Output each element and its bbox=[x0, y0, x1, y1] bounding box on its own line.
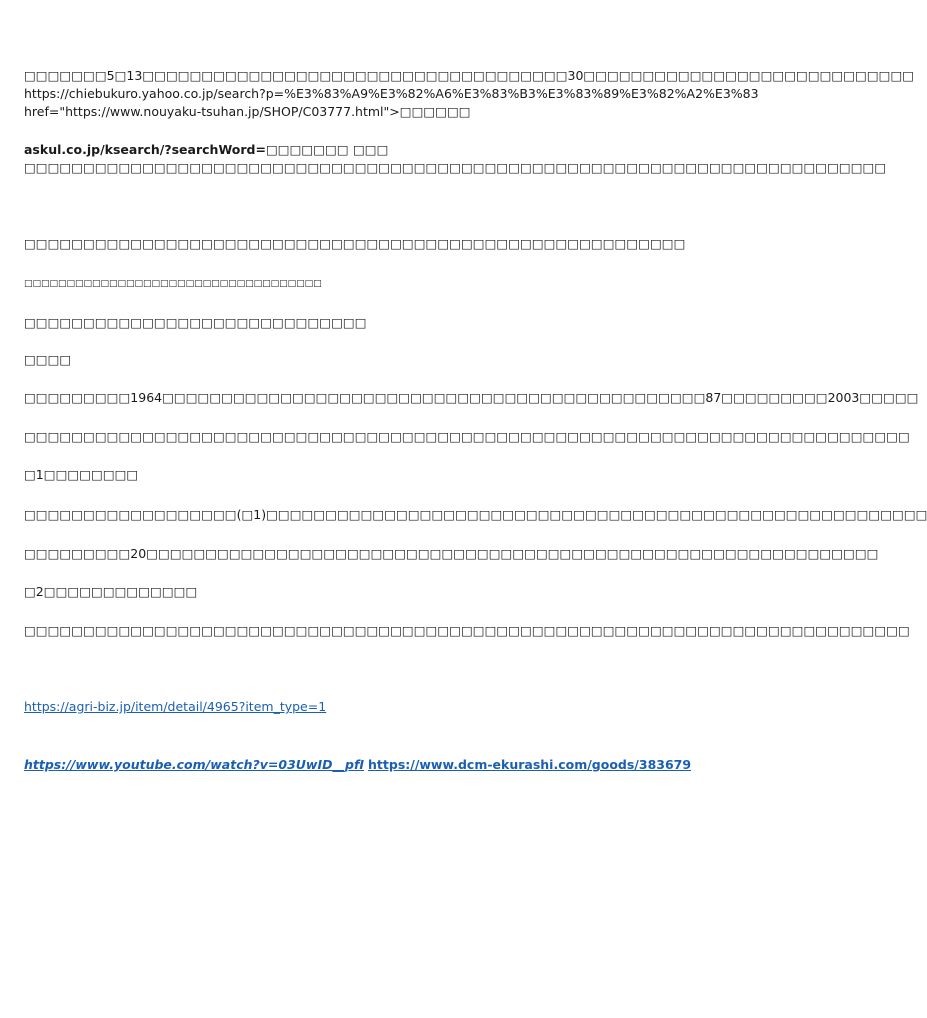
paragraph-intro: □□□□□□□5□13□□□□□□□□□□□□□□□□□□□□□□□□□□□□□□□□□□□□30□□□□□□□□□□□□□□□□□□□□□□□□□□□□ bbox=[24, 68, 915, 83]
section-heading: □□□□ bbox=[24, 352, 72, 367]
paragraph-history: □□□□□□□□□1964□□□□□□□□□□□□□□□□□□□□□□□□□□□□□□□□□□□□□□□□□□□□□□87□□□□□□□□□2003□□□□□ bbox=[24, 390, 919, 405]
subheading-2: □2□□□□□□□□□□□□□ bbox=[24, 584, 198, 599]
paragraph-8: □□□□□□□□□□□□□□□□□□□□□□□□□□□□□□□□□□□□□□□□□□□□□□□□□□□□□□□□□□□□□□□□□□□□□□□□□□□ bbox=[24, 623, 910, 638]
chiebukuro-url-text: https://chiebukuro.yahoo.co.jp/search?p=%E3%83%A9%E3%82%A6%E3%83%B3%E3%83%89%E3%82%A2%E3%83 bbox=[24, 86, 759, 101]
paragraph-4: □□□□□□□□□□□□□□□□□□□□□□□□□□□□□ bbox=[24, 315, 367, 330]
agri-biz-link[interactable]: https://agri-biz.jp/item/detail/4965?item_type=1 bbox=[24, 699, 327, 714]
href-text: href="https://www.nouyaku-tsuhan.jp/SHOP/C03777.html">□□□□□□ bbox=[24, 104, 471, 119]
paragraph-5: □□□□□□□□□□□□□□□□□□□□□□□□□□□□□□□□□□□□□□□□□□□□□□□□□□□□□□□□□□□□□□□□□□□□□□□□□□□ bbox=[24, 429, 910, 444]
youtube-link[interactable]: https://www.youtube.com/watch?v=03UwID__pfI bbox=[24, 757, 365, 772]
paragraph-3: □□□□□□□□□□□□□□□□□□□□□□□□□□□□□□□□□□□□□□□□□□□□□□□□□□□□□□□□ bbox=[24, 236, 686, 251]
askul-search-text: askul.co.jp/ksearch/?searchWord=□□□□□□□ □□□ bbox=[24, 142, 389, 157]
subheading-1: □1□□□□□□□□ bbox=[24, 467, 139, 482]
paragraph-7: □□□□□□□□□20□□□□□□□□□□□□□□□□□□□□□□□□□□□□□□□□□□□□□□□□□□□□□□□□□□□□□□□□□□□□□□ bbox=[24, 546, 879, 561]
dcm-link[interactable]: https://www.dcm-ekurashi.com/goods/383679 bbox=[368, 757, 692, 772]
video-links-row bbox=[24, 756, 696, 773]
small-caption: □□□□□□□□□□□□□□□□□□□□□□□□□□□□□□□□□□□ bbox=[24, 279, 322, 289]
paragraph-2: □□□□□□□□□□□□□□□□□□□□□□□□□□□□□□□□□□□□□□□□□□□□□□□□□□□□□□□□□□□□□□□□□□□□□□□□□ bbox=[24, 160, 887, 175]
paragraph-6: □□□□□□□□□□□□□□□□□□(□1)□□□□□□□□□□□□□□□□□□□□□□□□□□□□□□□□□□□□□□□□□□□□□□□□□□□□□□□□ bbox=[24, 507, 927, 522]
